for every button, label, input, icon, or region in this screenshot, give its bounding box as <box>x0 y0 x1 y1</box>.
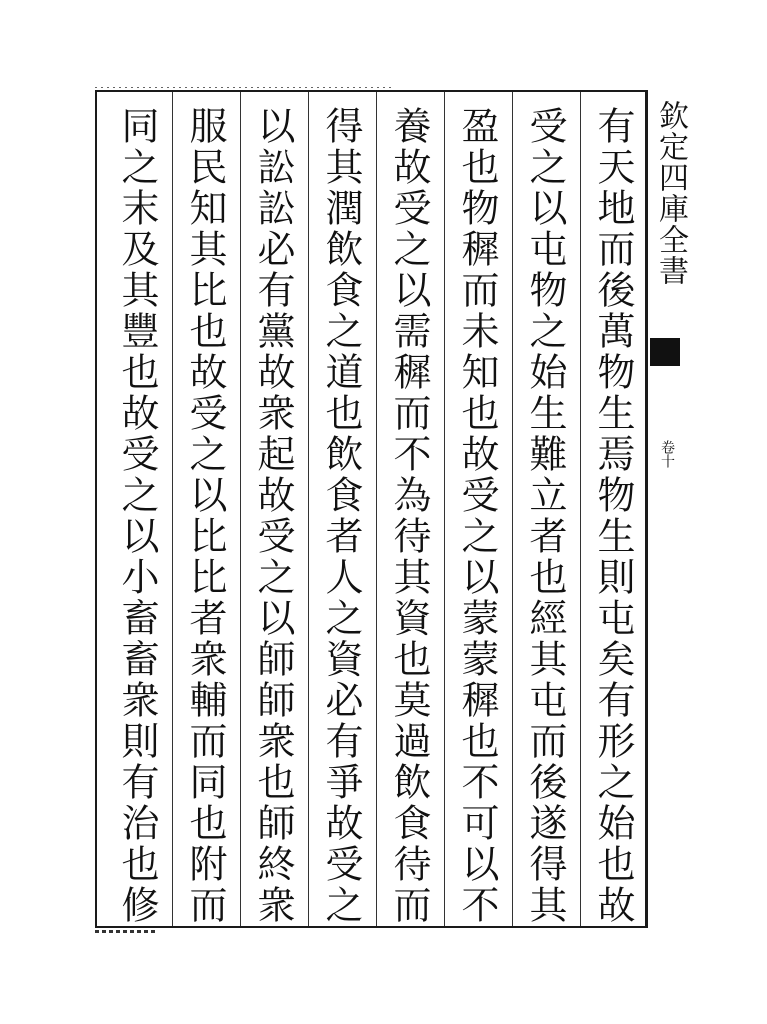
text-column-1: 有天地而後萬物生焉物生則屯矣有形之始也故 <box>591 106 635 926</box>
text-column-5: 得其潤飲食之道也飲食者人之資必有爭故受之 <box>319 106 363 926</box>
column-rule <box>512 92 513 926</box>
column-rule <box>308 92 309 926</box>
column-rule <box>580 92 581 926</box>
top-edge-specks <box>95 87 395 88</box>
text-column-8: 同之末及其豐也故受之以小畜畜衆則有治也修 <box>115 106 159 926</box>
text-column-4: 養故受之以需穉而不為待其資也莫過飲食待而 <box>387 106 431 926</box>
page-frame-right-border <box>645 90 648 928</box>
margin-book-title: 欽定四庫全書 <box>653 100 688 286</box>
fish-tail-mark <box>650 338 680 366</box>
text-column-3: 盈也物穉而未知也故受之以蒙蒙穉也不可以不 <box>455 106 499 926</box>
column-rule <box>240 92 241 926</box>
margin-volume-label: 卷十 <box>659 440 675 468</box>
text-column-6: 以訟訟必有黨故衆起故受之以師師衆也師終衆 <box>251 106 295 926</box>
column-rule <box>172 92 173 926</box>
column-rule <box>376 92 377 926</box>
text-column-7: 服民知其比也故受之以比比者衆輔而同也附而 <box>183 106 227 926</box>
bottom-edge-specks <box>95 930 155 933</box>
column-rule <box>444 92 445 926</box>
text-column-2: 受之以屯物之始生難立者也經其屯而後遂得其 <box>523 106 567 926</box>
